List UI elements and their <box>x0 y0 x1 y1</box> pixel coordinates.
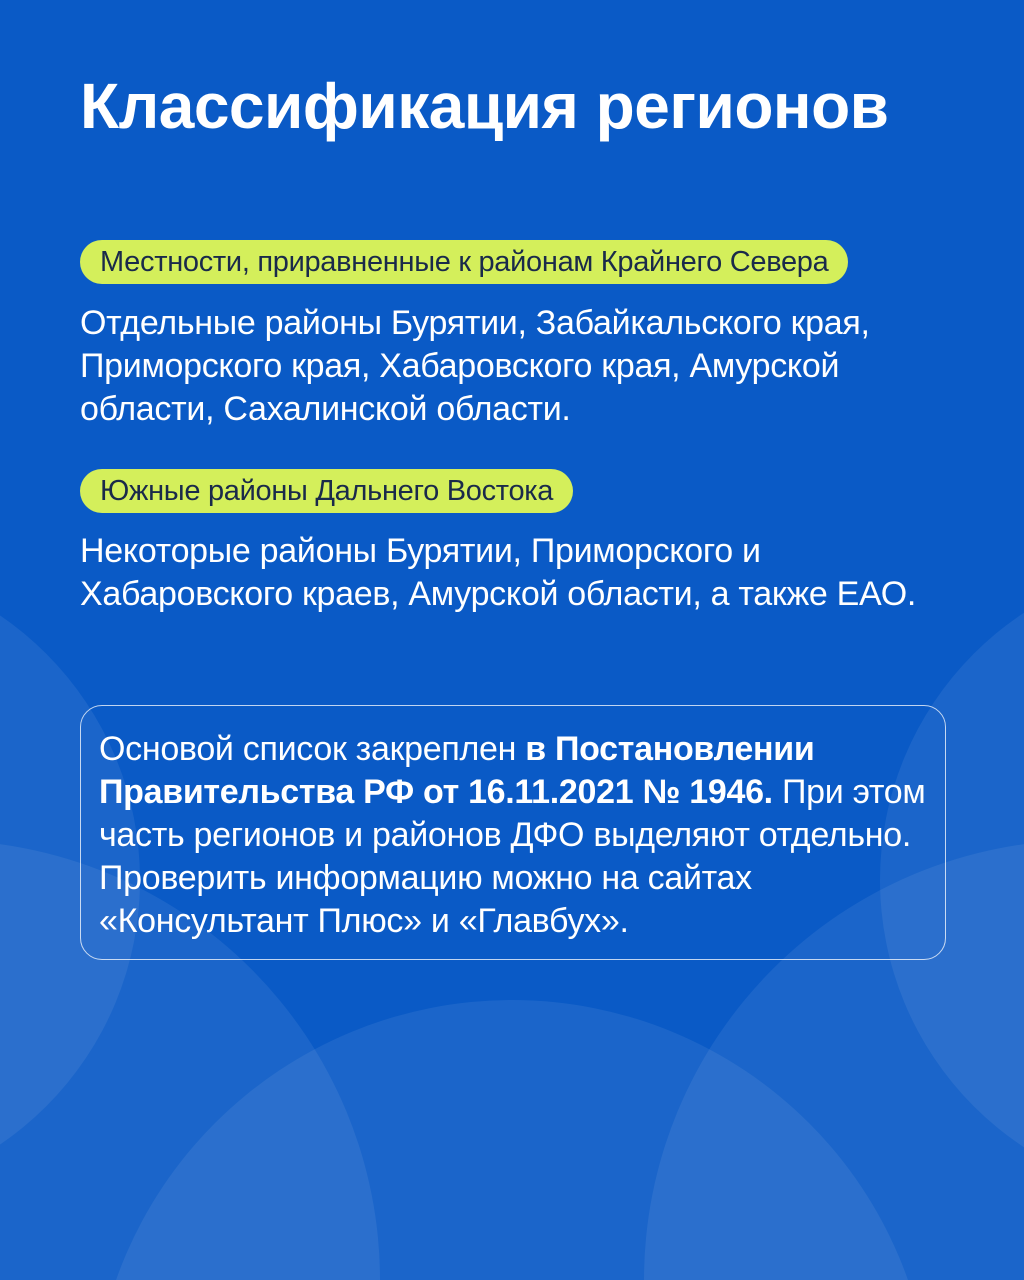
section-text-far-north: Отдельные районы Бурятии, Забайкальского края, Приморского края, Хабаровского края, Амурской области, Сахалинской области. <box>80 304 870 428</box>
section-label-far-east-south: Южные районы Дальнего Востока <box>80 469 573 513</box>
note-text-bold: в Постановлении Правительства РФ от 16.11.2021 № 1946. <box>99 730 815 811</box>
section-label-far-north: Местности, приравненные к районам Крайнего Севера <box>80 240 848 284</box>
note-card <box>80 705 946 960</box>
section-text-far-east-south: Некоторые районы Бурятии, Приморского и Хабаровского краев, Амурской области, а также ЕАО. <box>80 532 916 613</box>
page-title: Классификация регионов <box>80 70 889 142</box>
note-text-start: Основой список закреплен <box>99 730 526 768</box>
note-text-end: При этом часть регионов и районов ДФО выделяют отдельно. Проверить информацию можно на сайтах «Консультант Плюс» и «Главбух». <box>99 773 926 940</box>
